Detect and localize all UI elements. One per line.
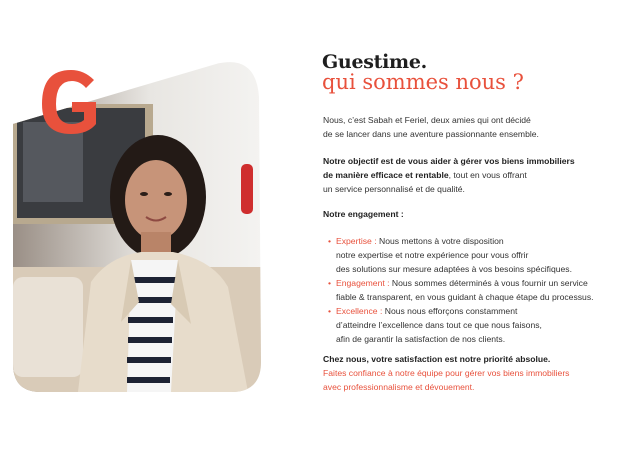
closing-bold: Chez nous, votre satisfaction est notre priorité absolue.: [323, 354, 551, 364]
objective-line: [323, 168, 575, 182]
closing-accent: avec professionnalisme et dévouement.: [323, 382, 475, 392]
engagement-text: Nous sommes déterminés à vous fournir un service: [389, 278, 588, 288]
engagement-text: Nous mettons à votre disposition: [376, 236, 504, 246]
g-logo-icon: [36, 66, 106, 138]
objective-line: un service personnalisé et de qualité.: [323, 184, 465, 194]
engagement-list: [328, 234, 594, 346]
bullet-dot-icon: •: [328, 236, 332, 246]
closing-accent: Faites confiance à notre équipe pour gérer vos biens immobiliers: [323, 368, 570, 378]
list-item: [328, 276, 594, 304]
engagement-line: d’atteindre l’excellence dans tout ce que nous faisons,: [336, 320, 542, 330]
objective-bold: de manière efficace et rentable: [323, 170, 449, 180]
intro-line: de se lancer dans une aventure passionnante ensemble.: [323, 129, 539, 139]
engagement-label: Excellence :: [336, 306, 383, 316]
list-item: [328, 234, 594, 276]
intro-text: [323, 113, 539, 141]
list-item: [328, 304, 594, 346]
objective-line: Notre objectif est de vous aider à gérer vos biens immobiliers: [323, 156, 575, 166]
engagement-label: Engagement :: [336, 278, 390, 288]
bullet-dot-icon: •: [328, 306, 332, 316]
engagement-title: Notre engagement :: [323, 209, 404, 219]
bullet-dot-icon: •: [328, 278, 332, 288]
intro-line: Nous, c’est Sabah et Feriel, deux amies qui ont décidé: [323, 115, 531, 125]
page-title: qui sommes nous ?: [322, 70, 524, 94]
engagement-line: afin de garantir la satisfaction de nos clients.: [336, 334, 506, 344]
engagement-label: Expertise :: [336, 236, 377, 246]
engagement-line: des solutions sur mesure adaptées à vos besoins spécifiques.: [336, 264, 572, 274]
objective-rest: , tout en vous offrant: [448, 170, 527, 180]
engagement-line: fiable & transparent, en vous guidant à chaque étape du processus.: [336, 292, 594, 302]
closing-text: [323, 352, 569, 394]
engagement-text: Nous nous efforçons constamment: [382, 306, 518, 316]
objective-text: [323, 154, 575, 196]
engagement-line: notre expertise et notre expérience pour vous offrir: [336, 250, 529, 260]
brand-name: Guestime.: [322, 51, 427, 73]
